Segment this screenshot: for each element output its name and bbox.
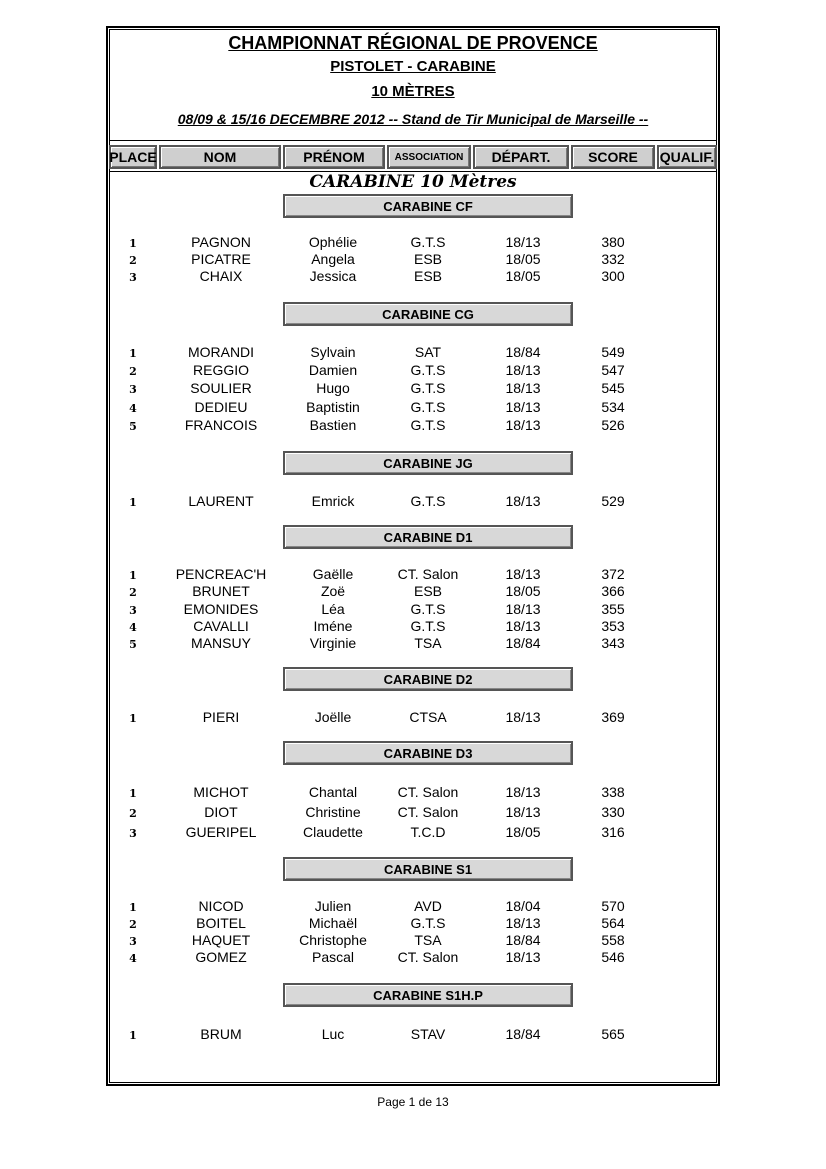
result-association: T.C.D (410, 824, 446, 840)
result-score: 372 (601, 566, 625, 582)
result-place: 4 (129, 952, 137, 965)
result-place: 1 (129, 1029, 137, 1042)
result-prenom: Léa (321, 601, 345, 617)
result-depart: 18/84 (505, 344, 541, 360)
result-nom: BRUNET (192, 583, 250, 599)
result-depart: 18/05 (505, 583, 541, 599)
result-nom: MANSUY (191, 635, 251, 651)
result-depart: 18/13 (505, 566, 541, 582)
category-header: CARABINE CG (283, 302, 573, 326)
result-prenom: Sylvain (310, 344, 356, 360)
result-nom: MICHOT (193, 784, 249, 800)
result-prenom: Michaël (308, 915, 358, 931)
result-place: 5 (129, 420, 137, 433)
result-score: 545 (601, 380, 625, 396)
result-association: G.T.S (410, 234, 446, 250)
result-depart: 18/13 (505, 234, 541, 250)
result-place: 2 (129, 254, 137, 267)
result-nom: EMONIDES (183, 601, 259, 617)
result-score: 300 (601, 268, 625, 284)
result-depart: 18/13 (505, 709, 541, 725)
result-association: SAT (414, 344, 442, 360)
result-association: G.T.S (410, 493, 446, 509)
result-score: 549 (601, 344, 625, 360)
category-header: CARABINE D1 (283, 525, 573, 549)
result-nom: LAURENT (188, 493, 254, 509)
result-place: 1 (129, 901, 137, 914)
category-header: CARABINE S1 (283, 857, 573, 881)
result-place: 4 (129, 621, 137, 634)
result-nom: SOULIER (190, 380, 252, 396)
result-prenom: Julien (314, 898, 352, 914)
result-nom: CAVALLI (193, 618, 249, 634)
result-score: 529 (601, 493, 625, 509)
result-nom: DEDIEU (194, 399, 248, 415)
distance-label: 10 MÈTRES (371, 83, 455, 100)
result-score: 316 (601, 824, 625, 840)
category-header: CARABINE S1H.P (283, 983, 573, 1007)
col-place-header: PLACE (109, 145, 157, 169)
result-depart: 18/13 (505, 784, 541, 800)
result-prenom: Christophe (299, 932, 367, 948)
result-nom: BOITEL (196, 915, 246, 931)
page-subtitle: PISTOLET - CARABINE (330, 58, 496, 75)
result-score: 338 (601, 784, 625, 800)
result-association: ESB (413, 268, 443, 284)
result-depart: 18/13 (505, 601, 541, 617)
result-place: 1 (129, 712, 137, 725)
result-score: 564 (601, 915, 625, 931)
result-score: 534 (601, 399, 625, 415)
result-place: 3 (129, 827, 137, 840)
result-association: CTSA (409, 709, 447, 725)
result-place: 2 (129, 807, 137, 820)
category-header: CARABINE CF (283, 194, 573, 218)
result-nom: REGGIO (192, 362, 250, 378)
result-score: 380 (601, 234, 625, 250)
result-depart: 18/13 (505, 804, 541, 820)
result-depart: 18/13 (505, 949, 541, 965)
col-prenom-header: PRÉNOM (283, 145, 385, 169)
section-title: CARABINE 10 Mètres (309, 172, 517, 192)
result-association: ESB (413, 583, 443, 599)
result-prenom: Jessica (309, 268, 357, 284)
result-nom: PIERI (202, 709, 240, 725)
category-header: CARABINE JG (283, 451, 573, 475)
result-depart: 18/13 (505, 362, 541, 378)
result-place: 1 (129, 787, 137, 800)
result-nom: MORANDI (187, 344, 255, 360)
result-depart: 18/13 (505, 618, 541, 634)
result-association: G.T.S (410, 380, 446, 396)
result-depart: 18/13 (505, 493, 541, 509)
result-association: ESB (413, 251, 443, 267)
result-prenom: Iméne (313, 618, 353, 634)
event-dates (109, 111, 717, 127)
col-depart-header: DÉPART. (473, 145, 569, 169)
result-association: STAV (410, 1026, 446, 1042)
col-nom-header: NOM (159, 145, 281, 169)
result-prenom: Luc (321, 1026, 345, 1042)
result-depart: 18/05 (505, 251, 541, 267)
result-association: G.T.S (410, 417, 446, 433)
result-depart: 18/13 (505, 417, 541, 433)
result-score: 366 (601, 583, 625, 599)
result-prenom: Chantal (308, 784, 358, 800)
result-prenom: Zoë (320, 583, 346, 599)
result-depart: 18/05 (505, 824, 541, 840)
result-prenom: Angela (311, 251, 355, 267)
col-association-header: ASSOCIATION (387, 145, 471, 169)
result-place: 1 (129, 347, 137, 360)
result-nom: GOMEZ (195, 949, 247, 965)
result-place: 1 (129, 569, 137, 582)
result-score: 547 (601, 362, 625, 378)
result-nom: CHAIX (199, 268, 243, 284)
result-place: 2 (129, 586, 137, 599)
result-score: 558 (601, 932, 625, 948)
result-prenom: Pascal (311, 949, 355, 965)
result-depart: 18/04 (505, 898, 541, 914)
result-depart: 18/13 (505, 915, 541, 931)
result-prenom: Hugo (316, 380, 350, 396)
result-nom: HAQUET (191, 932, 251, 948)
result-nom: PAGNON (191, 234, 251, 250)
result-nom: GUERIPEL (185, 824, 257, 840)
page-footer: Page 1 de 13 (377, 1095, 449, 1109)
result-score: 570 (601, 898, 625, 914)
result-place: 1 (129, 237, 137, 250)
result-depart: 18/13 (505, 380, 541, 396)
result-place: 3 (129, 935, 137, 948)
result-score: 546 (601, 949, 625, 965)
header-divider (109, 140, 717, 141)
result-score: 330 (601, 804, 625, 820)
col-qualif-header: QUALIF. (657, 145, 717, 169)
result-association: TSA (414, 635, 442, 651)
result-association: CT. Salon (397, 566, 459, 582)
result-depart: 18/84 (505, 1026, 541, 1042)
result-prenom: Claudette (303, 824, 363, 840)
result-prenom: Gaëlle (312, 566, 354, 582)
result-depart: 18/84 (505, 932, 541, 948)
result-association: G.T.S (410, 399, 446, 415)
result-score: 565 (601, 1026, 625, 1042)
result-nom: BRUM (200, 1026, 242, 1042)
result-score: 526 (601, 417, 625, 433)
result-association: CT. Salon (397, 784, 459, 800)
result-depart: 18/13 (505, 399, 541, 415)
result-nom: FRANCOIS (184, 417, 258, 433)
result-nom: NICOD (198, 898, 244, 914)
category-header: CARABINE D2 (283, 667, 573, 691)
result-place: 3 (129, 271, 137, 284)
result-score: 332 (601, 251, 625, 267)
result-depart: 18/05 (505, 268, 541, 284)
col-score-header: SCORE (571, 145, 655, 169)
result-association: CT. Salon (397, 804, 459, 820)
result-place: 5 (129, 638, 137, 651)
result-association: TSA (414, 932, 442, 948)
result-place: 2 (129, 918, 137, 931)
result-prenom: Virginie (309, 635, 357, 651)
result-place: 3 (129, 383, 137, 396)
result-association: AVD (414, 898, 442, 914)
result-prenom: Christine (305, 804, 361, 820)
result-place: 3 (129, 604, 137, 617)
result-prenom: Emrick (311, 493, 355, 509)
result-score: 353 (601, 618, 625, 634)
result-place: 2 (129, 365, 137, 378)
result-place: 1 (129, 496, 137, 509)
result-association: G.T.S (410, 915, 446, 931)
result-prenom: Baptistin (306, 399, 360, 415)
result-score: 343 (601, 635, 625, 651)
result-nom: PENCREAC'H (175, 566, 267, 582)
result-prenom: Damien (308, 362, 358, 378)
result-association: CT. Salon (397, 949, 459, 965)
result-prenom: Bastien (309, 417, 357, 433)
result-prenom: Joëlle (314, 709, 352, 725)
result-score: 369 (601, 709, 625, 725)
result-score: 355 (601, 601, 625, 617)
result-nom: PICATRE (191, 251, 251, 267)
result-association: G.T.S (410, 618, 446, 634)
result-place: 4 (129, 402, 137, 415)
result-nom: DIOT (204, 804, 238, 820)
result-association: G.T.S (410, 362, 446, 378)
result-prenom: Ophélie (308, 234, 358, 250)
page-title: CHAMPIONNAT RÉGIONAL DE PROVENCE (228, 33, 598, 53)
event-dates-text: 08/09 & 15/16 DECEMBRE 2012 -- Stand de Tir Municipal de Marseille -- (177, 111, 649, 127)
result-association: G.T.S (410, 601, 446, 617)
category-header: CARABINE D3 (283, 741, 573, 765)
result-depart: 18/84 (505, 635, 541, 651)
